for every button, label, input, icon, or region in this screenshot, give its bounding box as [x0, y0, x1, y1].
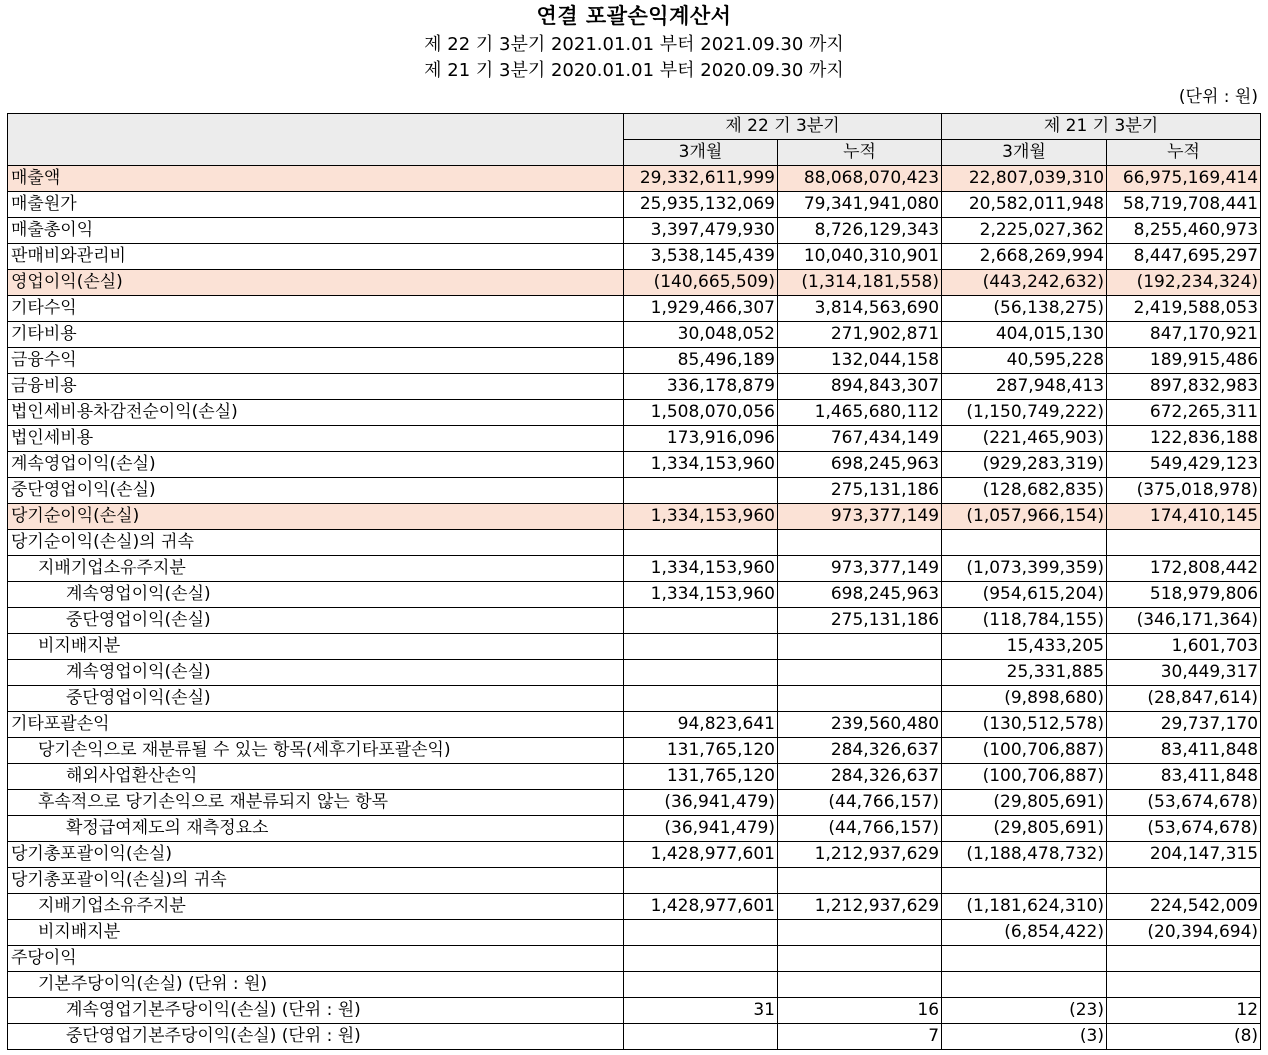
- value-cell: (20,394,694): [1107, 920, 1261, 946]
- table-row: [8, 166, 1261, 192]
- row-label: 매출액: [8, 166, 624, 192]
- value-cell: 767,434,149: [778, 426, 942, 452]
- value-cell: [778, 634, 942, 660]
- value-cell: 131,765,120: [624, 764, 778, 790]
- value-cell: 31: [624, 998, 778, 1024]
- value-cell: 336,178,879: [624, 374, 778, 400]
- value-cell: (100,706,887): [942, 764, 1107, 790]
- value-cell: [624, 972, 778, 998]
- value-cell: 2,419,588,053: [1107, 296, 1261, 322]
- table-row: [8, 764, 1261, 790]
- value-cell: 1,212,937,629: [778, 894, 942, 920]
- unit-label: (단위 : 원): [1178, 87, 1258, 107]
- value-cell: 897,832,983: [1107, 374, 1261, 400]
- table-row: [8, 192, 1261, 218]
- table-row: [8, 1024, 1261, 1050]
- value-cell: 22,807,039,310: [942, 166, 1107, 192]
- table-row: [8, 400, 1261, 426]
- value-cell: 224,542,009: [1107, 894, 1261, 920]
- value-cell: 275,131,186: [778, 608, 942, 634]
- value-cell: [778, 920, 942, 946]
- value-cell: (1,073,399,359): [942, 556, 1107, 582]
- value-cell: [1107, 868, 1261, 894]
- value-cell: 7: [778, 1024, 942, 1050]
- row-label: 금융수익: [8, 348, 624, 374]
- row-label: 후속적으로 당기손익으로 재분류되지 않는 항목: [8, 790, 624, 816]
- value-cell: 131,765,120: [624, 738, 778, 764]
- header-sub-prior-cum: 누적: [1107, 140, 1261, 166]
- value-cell: 12: [1107, 998, 1261, 1024]
- table-row: [8, 244, 1261, 270]
- row-label: 확정급여제도의 재측정요소: [8, 816, 624, 842]
- row-label: 매출원가: [8, 192, 624, 218]
- value-cell: [778, 686, 942, 712]
- table-row: [8, 972, 1261, 998]
- value-cell: 271,902,871: [778, 322, 942, 348]
- row-label: 중단영업기본주당이익(손실) (단위 : 원): [8, 1024, 624, 1050]
- table-row: [8, 660, 1261, 686]
- table-row: [8, 946, 1261, 972]
- row-label: 계속영업이익(손실): [8, 660, 624, 686]
- value-cell: 847,170,921: [1107, 322, 1261, 348]
- table-row: [8, 348, 1261, 374]
- value-cell: [778, 868, 942, 894]
- value-cell: [624, 920, 778, 946]
- row-label: 기본주당이익(손실) (단위 : 원): [8, 972, 624, 998]
- row-label: 기타비용: [8, 322, 624, 348]
- value-cell: 404,015,130: [942, 322, 1107, 348]
- table-row: [8, 530, 1261, 556]
- income-statement-table: [7, 113, 1261, 1050]
- value-cell: 94,823,641: [624, 712, 778, 738]
- header-blank-cell: [8, 114, 624, 166]
- table-row: [8, 270, 1261, 296]
- value-cell: (140,665,509): [624, 270, 778, 296]
- row-label: 기타포괄손익: [8, 712, 624, 738]
- table-row: [8, 686, 1261, 712]
- value-cell: (192,234,324): [1107, 270, 1261, 296]
- value-cell: (53,674,678): [1107, 816, 1261, 842]
- row-label: 영업이익(손실): [8, 270, 624, 296]
- value-cell: 1,428,977,601: [624, 842, 778, 868]
- row-label: 당기순이익(손실): [8, 504, 624, 530]
- row-label: 당기총포괄이익(손실)의 귀속: [8, 868, 624, 894]
- value-cell: [942, 946, 1107, 972]
- value-cell: (1,181,624,310): [942, 894, 1107, 920]
- value-cell: 1,428,977,601: [624, 894, 778, 920]
- value-cell: (100,706,887): [942, 738, 1107, 764]
- value-cell: [624, 686, 778, 712]
- statement-body: [8, 166, 1261, 1050]
- row-label: 중단영업이익(손실): [8, 478, 624, 504]
- header-sub-current-3m: 3개월: [624, 140, 778, 166]
- value-cell: 25,331,885: [942, 660, 1107, 686]
- table-row: [8, 634, 1261, 660]
- value-cell: 549,429,123: [1107, 452, 1261, 478]
- value-cell: 132,044,158: [778, 348, 942, 374]
- row-label: 매출총이익: [8, 218, 624, 244]
- value-cell: [942, 972, 1107, 998]
- table-row: [8, 920, 1261, 946]
- table-row: [8, 608, 1261, 634]
- table-row: [8, 504, 1261, 530]
- value-cell: 204,147,315: [1107, 842, 1261, 868]
- value-cell: (28,847,614): [1107, 686, 1261, 712]
- value-cell: 30,449,317: [1107, 660, 1261, 686]
- value-cell: [624, 530, 778, 556]
- value-cell: [624, 1024, 778, 1050]
- value-cell: 10,040,310,901: [778, 244, 942, 270]
- value-cell: 239,560,480: [778, 712, 942, 738]
- value-cell: (6,854,422): [942, 920, 1107, 946]
- value-cell: (954,615,204): [942, 582, 1107, 608]
- value-cell: 973,377,149: [778, 556, 942, 582]
- table-row: [8, 296, 1261, 322]
- value-cell: 1,334,153,960: [624, 582, 778, 608]
- value-cell: (36,941,479): [624, 790, 778, 816]
- value-cell: (118,784,155): [942, 608, 1107, 634]
- value-cell: [624, 634, 778, 660]
- row-label: 판매비와관리비: [8, 244, 624, 270]
- value-cell: 1,601,703: [1107, 634, 1261, 660]
- value-cell: 15,433,205: [942, 634, 1107, 660]
- table-row: [8, 582, 1261, 608]
- statement-title: 연결 포괄손익계산서: [536, 4, 732, 28]
- value-cell: 284,326,637: [778, 764, 942, 790]
- value-cell: [778, 660, 942, 686]
- value-cell: (1,150,749,222): [942, 400, 1107, 426]
- value-cell: 29,737,170: [1107, 712, 1261, 738]
- row-label: 계속영업이익(손실): [8, 582, 624, 608]
- table-row: [8, 868, 1261, 894]
- row-label: 비지배지분: [8, 634, 624, 660]
- row-label: 계속영업이익(손실): [8, 452, 624, 478]
- value-cell: 672,265,311: [1107, 400, 1261, 426]
- value-cell: (1,188,478,732): [942, 842, 1107, 868]
- value-cell: 1,465,680,112: [778, 400, 942, 426]
- row-label: 중단영업이익(손실): [8, 608, 624, 634]
- table-row: [8, 426, 1261, 452]
- value-cell: (36,941,479): [624, 816, 778, 842]
- value-cell: 20,582,011,948: [942, 192, 1107, 218]
- value-cell: (221,465,903): [942, 426, 1107, 452]
- row-label: 중단영업이익(손실): [8, 686, 624, 712]
- value-cell: (8): [1107, 1024, 1261, 1050]
- value-cell: 1,212,937,629: [778, 842, 942, 868]
- row-label: 당기총포괄이익(손실): [8, 842, 624, 868]
- row-label: 금융비용: [8, 374, 624, 400]
- table-row: [8, 478, 1261, 504]
- value-cell: 3,538,145,439: [624, 244, 778, 270]
- value-cell: [624, 478, 778, 504]
- value-cell: (375,018,978): [1107, 478, 1261, 504]
- table-row: [8, 738, 1261, 764]
- value-cell: 30,048,052: [624, 322, 778, 348]
- value-cell: 174,410,145: [1107, 504, 1261, 530]
- value-cell: 3,814,563,690: [778, 296, 942, 322]
- value-cell: 284,326,637: [778, 738, 942, 764]
- value-cell: (128,682,835): [942, 478, 1107, 504]
- value-cell: 58,719,708,441: [1107, 192, 1261, 218]
- row-label: 주당이익: [8, 946, 624, 972]
- value-cell: 8,447,695,297: [1107, 244, 1261, 270]
- value-cell: (443,242,632): [942, 270, 1107, 296]
- value-cell: [624, 608, 778, 634]
- value-cell: (130,512,578): [942, 712, 1107, 738]
- table-row: [8, 322, 1261, 348]
- row-label: 계속영업기본주당이익(손실) (단위 : 원): [8, 998, 624, 1024]
- header-row-groups: [8, 114, 1261, 140]
- value-cell: 79,341,941,080: [778, 192, 942, 218]
- header-sub-prior-3m: 3개월: [942, 140, 1107, 166]
- value-cell: [1107, 530, 1261, 556]
- value-cell: 275,131,186: [778, 478, 942, 504]
- value-cell: 1,334,153,960: [624, 556, 778, 582]
- value-cell: [1107, 946, 1261, 972]
- header-group-current: 제 22 기 3분기: [624, 114, 942, 140]
- table-row: [8, 712, 1261, 738]
- period-prior: 제 21 기 3분기 2020.01.01 부터 2020.09.30 까지: [424, 60, 844, 81]
- value-cell: 973,377,149: [778, 504, 942, 530]
- value-cell: 29,332,611,999: [624, 166, 778, 192]
- value-cell: 894,843,307: [778, 374, 942, 400]
- value-cell: 85,496,189: [624, 348, 778, 374]
- value-cell: (3): [942, 1024, 1107, 1050]
- row-label: 법인세비용차감전순이익(손실): [8, 400, 624, 426]
- value-cell: 16: [778, 998, 942, 1024]
- value-cell: [778, 946, 942, 972]
- value-cell: [778, 972, 942, 998]
- value-cell: 2,668,269,994: [942, 244, 1107, 270]
- value-cell: (346,171,364): [1107, 608, 1261, 634]
- value-cell: [624, 946, 778, 972]
- value-cell: 698,245,963: [778, 452, 942, 478]
- row-label: 법인세비용: [8, 426, 624, 452]
- value-cell: 8,255,460,973: [1107, 218, 1261, 244]
- table-row: [8, 790, 1261, 816]
- row-label: 당기순이익(손실)의 귀속: [8, 530, 624, 556]
- table-row: [8, 894, 1261, 920]
- value-cell: (44,766,157): [778, 816, 942, 842]
- table-row: [8, 374, 1261, 400]
- table-row: [8, 998, 1261, 1024]
- header-sub-current-cum: 누적: [778, 140, 942, 166]
- value-cell: [624, 868, 778, 894]
- value-cell: 1,334,153,960: [624, 504, 778, 530]
- row-label: 기타수익: [8, 296, 624, 322]
- value-cell: 88,068,070,423: [778, 166, 942, 192]
- header-group-prior: 제 21 기 3분기: [942, 114, 1261, 140]
- value-cell: (56,138,275): [942, 296, 1107, 322]
- value-cell: [942, 868, 1107, 894]
- value-cell: 287,948,413: [942, 374, 1107, 400]
- value-cell: (23): [942, 998, 1107, 1024]
- value-cell: 122,836,188: [1107, 426, 1261, 452]
- value-cell: 40,595,228: [942, 348, 1107, 374]
- row-label: 지배기업소유주지분: [8, 556, 624, 582]
- table-row: [8, 556, 1261, 582]
- row-label: 비지배지분: [8, 920, 624, 946]
- value-cell: 173,916,096: [624, 426, 778, 452]
- value-cell: 83,411,848: [1107, 738, 1261, 764]
- value-cell: (29,805,691): [942, 790, 1107, 816]
- value-cell: 66,975,169,414: [1107, 166, 1261, 192]
- value-cell: (929,283,319): [942, 452, 1107, 478]
- value-cell: (1,057,966,154): [942, 504, 1107, 530]
- value-cell: [1107, 972, 1261, 998]
- row-label: 지배기업소유주지분: [8, 894, 624, 920]
- value-cell: 518,979,806: [1107, 582, 1261, 608]
- value-cell: 3,397,479,930: [624, 218, 778, 244]
- value-cell: 172,808,442: [1107, 556, 1261, 582]
- value-cell: (53,674,678): [1107, 790, 1261, 816]
- value-cell: 1,508,070,056: [624, 400, 778, 426]
- period-current: 제 22 기 3분기 2021.01.01 부터 2021.09.30 까지: [424, 34, 844, 55]
- value-cell: [624, 660, 778, 686]
- row-label: 해외사업환산손익: [8, 764, 624, 790]
- table-row: [8, 218, 1261, 244]
- table-row: [8, 452, 1261, 478]
- value-cell: [942, 530, 1107, 556]
- value-cell: 1,334,153,960: [624, 452, 778, 478]
- value-cell: 698,245,963: [778, 582, 942, 608]
- table-row: [8, 816, 1261, 842]
- value-cell: (44,766,157): [778, 790, 942, 816]
- value-cell: 83,411,848: [1107, 764, 1261, 790]
- value-cell: 8,726,129,343: [778, 218, 942, 244]
- table-row: [8, 842, 1261, 868]
- value-cell: (9,898,680): [942, 686, 1107, 712]
- value-cell: 189,915,486: [1107, 348, 1261, 374]
- value-cell: 2,225,027,362: [942, 218, 1107, 244]
- value-cell: 1,929,466,307: [624, 296, 778, 322]
- value-cell: 25,935,132,069: [624, 192, 778, 218]
- value-cell: (1,314,181,558): [778, 270, 942, 296]
- value-cell: (29,805,691): [942, 816, 1107, 842]
- row-label: 당기손익으로 재분류될 수 있는 항목(세후기타포괄손익): [8, 738, 624, 764]
- value-cell: [778, 530, 942, 556]
